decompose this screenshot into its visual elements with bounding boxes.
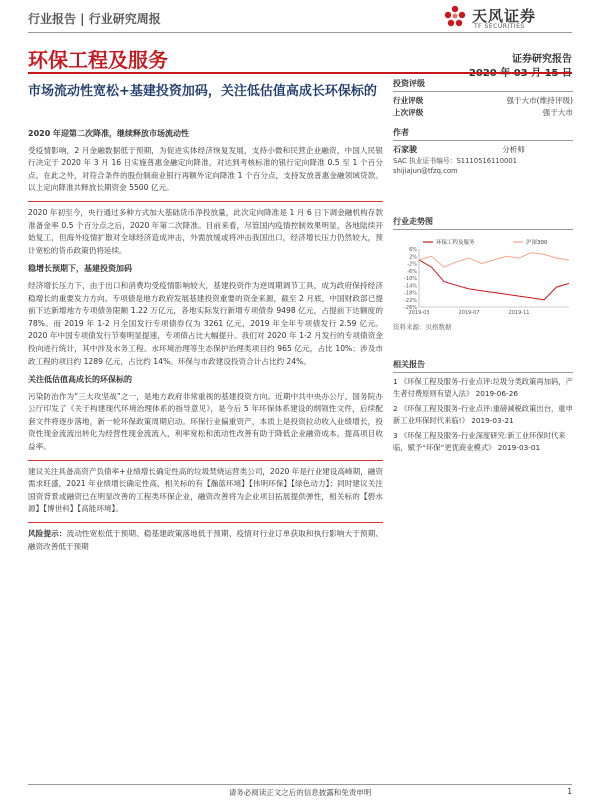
rating-value: 强于大市	[542, 108, 573, 117]
paragraph: 受疫情影响，2 月金融数据低于预期，为促进实体经济恢复发展，支持小微和民营企业融资，中国人民银行决定于 2020 年 3 月 16 日实施普惠金融定向降准，对达到考核标准的银行定向降准 0.5 至 1 个百分点。在此之外，对符合条件的股份制商业银行再额外定向降准 1 个百分点，支持发放普惠金融领域贷款。以上定向降准共释放长期资金 5500 亿元。	[28, 145, 383, 193]
paragraph: 经济增长压力下，由于出口和消费均受疫情影响较大，基建投资作为逆周期调节工具，成为政府保持经济稳增长的重要发力方向。专项债是地方政府发展基建投资重要的资金来源，截至 2 月底，中国财政部已提前下达新增地方专项债务限额 1.22 万亿元，各地实际发行新增专项债券 9498 亿元，占提前下达额度的 78%。而 2019 年 1-2 月全国发行专项债券仅为 3261 亿元，2019 年全年专项债发行 2.59 亿元。2020 年中国专项债发行节奏明显提速，专项债占比大幅提升。我们对 2020 年 1-2 月发行的专项债资金投向进行统计，其中涉及水务工程、水环境治理等生态保护治理类项目约 965 亿元，占比 10%；涉及市政工程的项目约 1289 亿元，占比约 14%。环保与市政建设投资合计占比约 24%。	[28, 280, 383, 366]
section-divider	[28, 201, 383, 202]
paragraph: 2020 年初至今，央行通过多种方式加大基础货币净投放量，此次定向降准是 1 月 6 日下调金融机构存款准备金率 0.5 个百分点之后，2020 年第二次降准。目前来看，尽管国内疫情控制效果明显，各地陆续开始复工，但海外疫情扩散对全球经济造成冲击，外需放缓或将冲击我国出口，经济增长压力仍然较大，预计宽松的货币政策仍将延续。	[28, 207, 383, 255]
company-logo	[442, 4, 572, 32]
section-3	[28, 374, 383, 516]
rating-key: 行业评级	[393, 96, 424, 105]
footer-divider	[28, 784, 572, 785]
chart-source: 资料来源：贝格数据	[393, 323, 452, 331]
report-date: 2020 年 03 月 15 日	[468, 68, 572, 79]
logo-icon	[442, 4, 468, 30]
section-heading: 2020 年迎第二次降准，继续释放市场流动性	[28, 129, 190, 138]
rating-heading: 投资评级	[393, 78, 573, 92]
y-tick-label: 2%	[409, 254, 417, 261]
rating-row	[393, 107, 573, 119]
author-name: 石家骏	[393, 145, 417, 154]
series-line	[419, 253, 569, 268]
y-tick-label: -10%	[404, 276, 417, 282]
y-tick-label: -2%	[407, 261, 417, 268]
rating-value: 强于大市(维持评级)	[506, 96, 573, 105]
y-tick-label: -18%	[404, 290, 417, 297]
trend-chart	[393, 237, 573, 317]
related-report-item[interactable]: 2 《环保工程及服务-行业点评:重磅减税政策出台，重申新工业环保时代来临!》 2019-03-21	[393, 404, 573, 425]
logo-en-text: TF SECURITIES	[474, 23, 525, 30]
section-1	[28, 128, 383, 257]
trend-heading: 行业走势图	[393, 216, 573, 230]
author-email[interactable]: shijiajun@tfzq.com	[393, 167, 458, 175]
y-tick-label: -14%	[404, 283, 417, 290]
top-divider	[28, 32, 572, 33]
related-report-item[interactable]: 3 《环保工程及服务-行业深度研究:新工业环保时代来临，赋予“环保”更优商业模式》 2019-03-01	[393, 431, 566, 452]
y-tick-label: -22%	[404, 297, 417, 304]
risk-text: 流动性宽松低于预期、稳基建政策落地低于预期、疫情对行业订单获取和执行影响大于预期、融资改善低于预期	[28, 529, 384, 551]
related-report-item[interactable]: 1 《环保工程及服务-行业点评:垃圾分类政策再加码，产生者付费原则有望入法》 2019-06-26	[393, 377, 573, 398]
author-sac: SAC 执业证书编号：S1110516110001	[393, 157, 517, 165]
section-divider	[28, 460, 383, 461]
report-tag: 行业报告 | 行业研究周报	[28, 12, 161, 26]
y-tick-label: 6%	[409, 247, 417, 253]
footer-disclaimer: 请务必阅读正文之后的信息披露和免责申明	[228, 788, 372, 797]
series-line	[419, 260, 569, 300]
legend-label: 环保工程及服务	[436, 240, 475, 246]
rating-key: 上次评级	[393, 108, 424, 117]
section-heading: 稳增长预期下，基建投资加码	[28, 264, 132, 274]
main-body	[28, 128, 383, 559]
report-type: 证券研究报告	[512, 54, 572, 65]
logo-cn-text: 天风证券	[472, 7, 537, 25]
related-heading: 相关报告	[393, 359, 573, 373]
section-2	[28, 263, 383, 368]
risk-divider	[28, 522, 383, 523]
title-divider	[28, 72, 572, 74]
author-role: 分析师	[502, 145, 525, 154]
paragraph: 污染防治作为“三大攻坚战”之一，是地方政府非常重视的基建投资方向。近期中共中央办公厅、国务院办公厅印发了《关于构建现代环境治理体系的指导意见》，是今后 5 年环保体系建设的纲领性文件，后续配套文件将逐步落地，新一轮环保政策周期启动。环保行业偏重资产，本质上是投资拉动收入业绩增长，投资性现金流流出转化为经营性现金流流入，利率宽松和流动性改善有助于降低企业融资成本，提高项目收益率。	[28, 391, 383, 452]
rating-row	[393, 95, 573, 107]
section-heading: 关注低估值高成长的环保标的	[28, 375, 132, 385]
page-number: 1	[567, 787, 572, 796]
sidebar	[393, 78, 573, 457]
author-heading: 作者	[393, 127, 573, 141]
risk-label: 风险提示：	[28, 529, 67, 539]
x-tick-label: 2019-07	[458, 310, 480, 316]
author-row	[393, 144, 573, 156]
headline: 市场流动性宽松+基建投资加码，关注低估值高成长环保标的	[28, 84, 377, 99]
y-tick-label: -6%	[407, 268, 417, 275]
industry-title: 环保工程及服务	[28, 48, 168, 72]
legend-label: 沪深300	[526, 240, 548, 246]
paragraph: 建议关注具备高资产负债率+业绩增长确定性高的垃圾焚烧运营类公司，2020 年是行业建设高峰期，融资需求旺盛，2021 年业绩增长确定性高，相关标的有【瀚蓝环境】【伟明环保】【绿色动力】；同时建议关注国资背景或融资已在明显改善的工程类环保企业，融资改善将为企业项目拓展提供弹性，相关标的【碧水源】【博世科】【高能环境】。	[28, 466, 383, 514]
y-tick-label: -26%	[404, 305, 417, 311]
risk-warning	[28, 528, 383, 553]
x-tick-label: 2019-11	[508, 310, 530, 316]
x-tick-label: 2019-03	[408, 310, 430, 316]
